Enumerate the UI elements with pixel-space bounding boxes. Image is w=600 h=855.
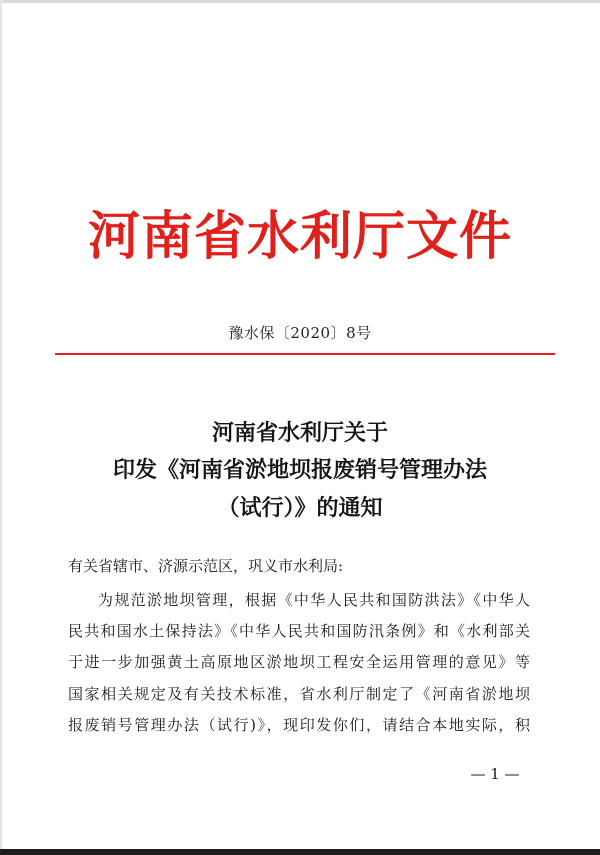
body-text-line: 于进一步加强黄土高原地区淤地坝工程安全运用管理的意见》等 [68,653,530,671]
notice-title-line-2: 印发《河南省淤地坝报废销号管理办法 [112,457,487,483]
scan-bottom-edge [0,849,600,855]
salutation: 有关省辖市、济源示范区，巩义市水利局: [68,557,344,575]
body-text-line: 民共和国水土保持法》《中华人民共和国防汛条例》和《水利部关 [68,622,530,640]
page-number: — 1 — [470,765,520,783]
notice-title-line-3: （试行）》的通知 [217,495,383,521]
body-text-line: 报废销号管理办法（试行)》，现印发你们，请结合本地实际，积 [68,716,530,734]
document-number: 豫水保〔2020〕8号 [228,324,372,342]
notice-title-line-1: 河南省水利厅关于 [211,420,388,446]
scan-top-edge [0,0,600,3]
document-header-title: 河南省水利厅文件 [87,206,512,267]
body-text-line: 为规范淤地坝管理，根据《中华人民共和国防洪法》《中华人 [98,591,530,609]
red-separator-line [55,353,555,355]
body-text-line: 国家相关规定及有关技术标准，省水利厅制定了《河南省淤地坝 [68,685,530,703]
